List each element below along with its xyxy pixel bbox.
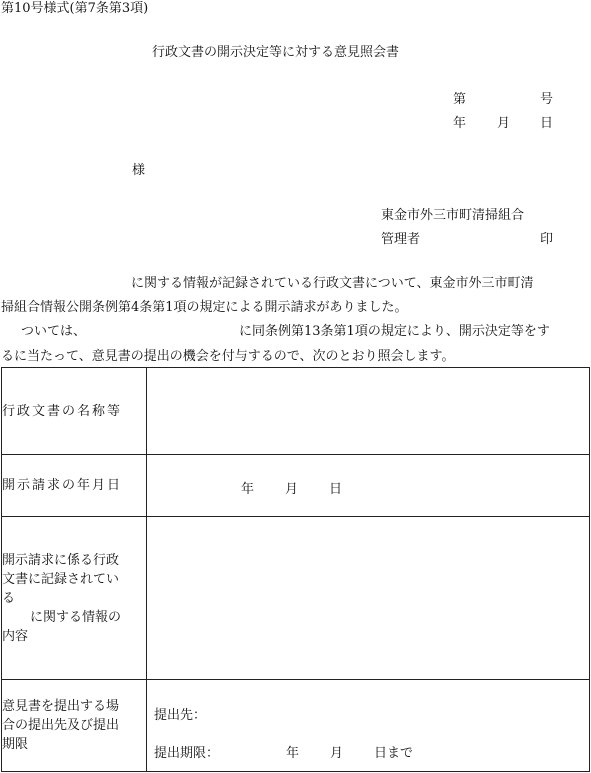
deadline-until: 日まで [374,746,414,761]
deadline-year: 年 [286,746,300,761]
document-name-label: 行政文書の名称等 [2,368,147,455]
submission-label [2,680,147,772]
date-year: 年 [453,116,467,131]
info-label-line3: る [2,590,16,606]
paragraph1-line1: に関する情報が記録されている行政文書について、東金市外三市町清 [131,276,534,291]
info-label-line4: に関する情報の [30,609,122,625]
seal-mark: 印 [540,232,554,247]
submission-field[interactable] [147,680,590,772]
table-row [2,680,590,772]
form-number: 第10号様式(第7条第3項) [1,1,149,16]
paragraph2-rest: に同条例第13条第1項の規定により、開示決定等をす [239,324,550,339]
inquiry-table [1,367,590,772]
info-label-line1: 開示請求に係る行政 [2,552,120,568]
table-row [2,455,590,517]
submission-label-line1: 意見書を提出する場 [2,699,120,714]
recipient-suffix: 様 [132,163,146,178]
info-label-line5: 内容 [2,628,29,644]
deadline-label: 提出期限： [154,746,220,761]
table-row [2,517,590,680]
submission-label-line2: 合の提出先及び提出 [2,718,120,733]
date-month: 月 [497,116,511,131]
deadline-month: 月 [330,746,344,761]
request-year: 年 [241,482,255,497]
document-title: 行政文書の開示決定等に対する意見照会書 [152,45,400,60]
paragraph1-line2: 掃組合情報公開条例第4条第1項の規定による開示請求がありました。 [1,300,408,315]
request-date-label: 開示請求の年月日 [2,455,147,517]
organization-name: 東金市外三市町清掃組合 [381,208,525,223]
table-row [2,368,590,455]
number-suffix: 号 [540,92,554,107]
info-content-label [2,517,147,680]
number-prefix: 第 [453,92,467,107]
date-day: 日 [540,116,554,131]
info-content-field[interactable] [147,517,590,680]
submission-label-line3: 期限 [2,737,29,752]
submit-to-label: 提出先： [154,708,207,723]
request-date-field[interactable] [147,455,590,517]
manager-label: 管理者 [381,232,421,247]
paragraph2-line2: るに当たって、意見書の提出の機会を付与するので、次のとおり照会します。 [1,349,455,364]
info-label-line2: 文書に記録されてい [2,571,120,587]
paragraph2-start: ついては、 [21,324,87,339]
document-name-field[interactable] [147,368,590,455]
request-day: 日 [329,482,343,497]
request-month: 月 [285,482,299,497]
